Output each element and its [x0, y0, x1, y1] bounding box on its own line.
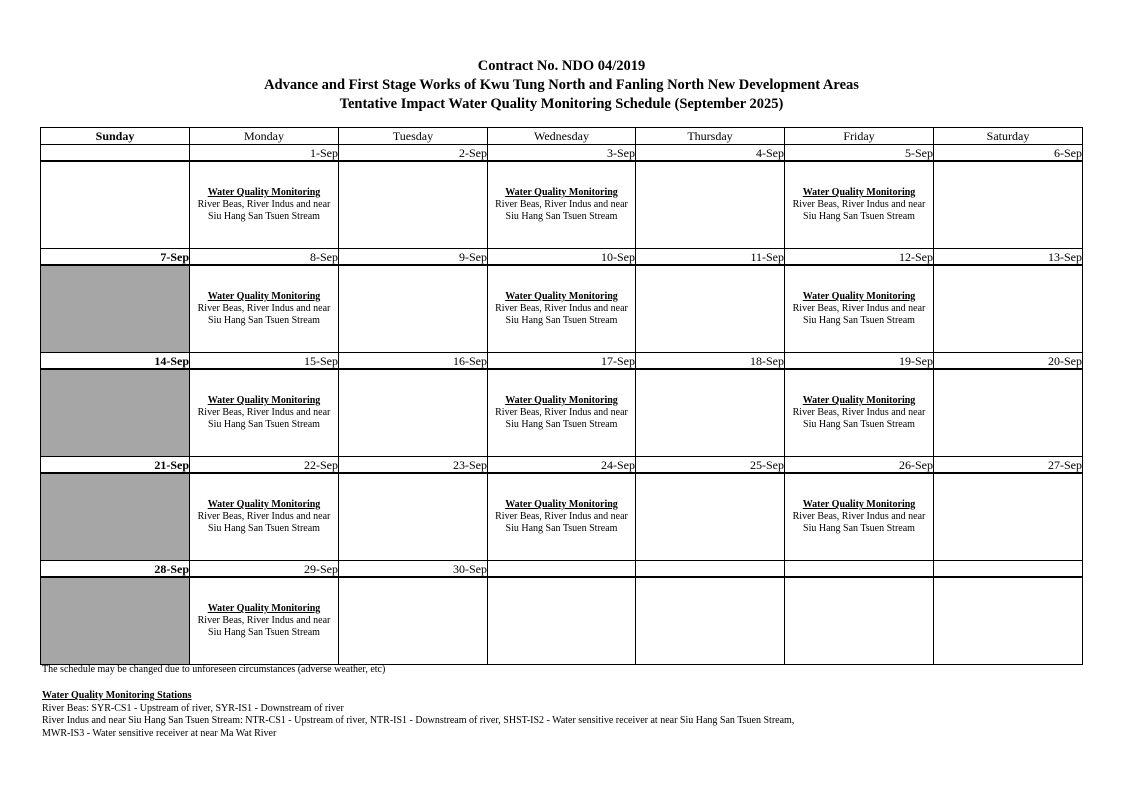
monitoring-title: Water Quality Monitoring [802, 291, 916, 302]
week-body-row [41, 161, 1083, 249]
monitoring-location: River Beas, River Indus and near [495, 199, 628, 210]
monitoring-location: Siu Hang San Tsuen Stream [208, 419, 320, 430]
day-header-friday: Friday [785, 128, 934, 145]
date-cell: 15-Sep [190, 353, 339, 370]
schedule-note: The schedule may be changed due to unforeseen circumstances (adverse weather, etc) [42, 664, 386, 675]
day-cell [41, 473, 190, 561]
day-cell [339, 577, 488, 665]
stations-line-beas: River Beas: SYR-CS1 - Upstream of river, SYR-IS1 - Downstream of river [42, 702, 344, 714]
date-cell: 19-Sep [785, 353, 934, 370]
day-header-thursday: Thursday [636, 128, 785, 145]
day-cell [190, 369, 339, 457]
date-cell: 6-Sep [934, 145, 1083, 162]
day-cell [488, 473, 636, 561]
date-cell [488, 561, 636, 578]
stations-legend [42, 690, 794, 740]
stations-line-indus: River Indus and near Siu Hang San Tsuen Stream: NTR-CS1 - Upstream of river, NTR-IS1 - Downstream of river, SHST-IS2 - Water sensitive receiver at near Siu Hang San Tsuen Stream, [42, 715, 795, 726]
day-cell [488, 369, 636, 457]
date-cell: 9-Sep [339, 249, 488, 266]
date-cell: 16-Sep [339, 353, 488, 370]
date-cell: 18-Sep [636, 353, 785, 370]
monitoring-location: Siu Hang San Tsuen Stream [505, 419, 618, 430]
day-cell [934, 161, 1083, 249]
monitoring-location: River Beas, River Indus and near [495, 407, 628, 418]
day-cell [339, 369, 488, 457]
day-cell [190, 161, 339, 249]
contract-title: Contract No. NDO 04/2019 [477, 58, 646, 74]
calendar-table [40, 127, 1083, 665]
date-cell: 8-Sep [190, 249, 339, 266]
week-date-row [41, 561, 1083, 578]
monitoring-location: River Beas, River Indus and near [792, 303, 926, 314]
day-cell [785, 473, 934, 561]
week-date-row [41, 145, 1083, 162]
stations-heading: Water Quality Monitoring Stations [42, 690, 192, 701]
date-cell: 5-Sep [785, 145, 934, 162]
monitoring-location: River Beas, River Indus and near [495, 303, 628, 314]
day-cell [41, 577, 190, 665]
day-cell [785, 265, 934, 353]
date-cell [636, 561, 785, 578]
week-body-row [41, 369, 1083, 457]
date-cell: 24-Sep [488, 457, 636, 474]
day-cell [190, 473, 339, 561]
day-cell [785, 161, 934, 249]
week-body-row [41, 473, 1083, 561]
day-cell [934, 577, 1083, 665]
day-cell [636, 161, 785, 249]
monitoring-title: Water Quality Monitoring [505, 395, 618, 406]
day-cell [339, 161, 488, 249]
date-cell: 14-Sep [41, 353, 190, 370]
monitoring-title: Water Quality Monitoring [207, 187, 321, 198]
date-cell: 10-Sep [488, 249, 636, 266]
day-header-monday: Monday [190, 128, 339, 145]
monitoring-location: Siu Hang San Tsuen Stream [505, 523, 618, 534]
date-cell: 26-Sep [785, 457, 934, 474]
monitoring-title: Water Quality Monitoring [207, 291, 321, 302]
monitoring-location: Siu Hang San Tsuen Stream [208, 523, 320, 534]
date-cell: 13-Sep [934, 249, 1083, 266]
schedule-title: Tentative Impact Water Quality Monitoring Schedule (September 2025) [339, 96, 784, 112]
day-cell [934, 473, 1083, 561]
day-cell [190, 265, 339, 353]
monitoring-location: Siu Hang San Tsuen Stream [803, 315, 915, 326]
week-date-row [41, 353, 1083, 370]
date-cell: 25-Sep [636, 457, 785, 474]
monitoring-title: Water Quality Monitoring [505, 187, 618, 198]
week-date-row [41, 249, 1083, 266]
monitoring-title: Water Quality Monitoring [207, 395, 321, 406]
project-title: Advance and First Stage Works of Kwu Tung North and Fanling North New Development Areas [264, 77, 859, 93]
day-cell [636, 265, 785, 353]
date-cell: 23-Sep [339, 457, 488, 474]
stations-line-mwr: MWR-IS3 - Water sensitive receiver at near Ma Wat River [42, 727, 277, 739]
date-cell: 27-Sep [934, 457, 1083, 474]
day-cell [934, 369, 1083, 457]
week-date-row [41, 457, 1083, 474]
week-body-row [41, 265, 1083, 353]
date-cell: 4-Sep [636, 145, 785, 162]
day-cell [636, 577, 785, 665]
monitoring-location: River Beas, River Indus and near [197, 199, 331, 210]
monitoring-title: Water Quality Monitoring [802, 499, 916, 510]
date-cell: 29-Sep [190, 561, 339, 578]
monitoring-location: River Beas, River Indus and near [792, 511, 926, 522]
monitoring-location: River Beas, River Indus and near [792, 407, 926, 418]
monitoring-location: River Beas, River Indus and near [792, 199, 926, 210]
monitoring-location: Siu Hang San Tsuen Stream [803, 419, 915, 430]
monitoring-location: Siu Hang San Tsuen Stream [505, 315, 618, 326]
date-cell: 21-Sep [41, 457, 190, 474]
day-cell [339, 473, 488, 561]
monitoring-location: River Beas, River Indus and near [197, 615, 331, 626]
monitoring-location: Siu Hang San Tsuen Stream [208, 627, 320, 638]
date-cell: 30-Sep [339, 561, 488, 578]
week-body-row [41, 577, 1083, 665]
date-cell: 11-Sep [636, 249, 785, 266]
monitoring-location: Siu Hang San Tsuen Stream [505, 211, 618, 222]
document-header [0, 57, 1123, 114]
monitoring-title: Water Quality Monitoring [802, 187, 916, 198]
date-cell [41, 145, 190, 162]
date-cell: 12-Sep [785, 249, 934, 266]
monitoring-location: River Beas, River Indus and near [197, 511, 331, 522]
day-cell [488, 265, 636, 353]
date-cell: 28-Sep [41, 561, 190, 578]
day-cell [488, 577, 636, 665]
monitoring-location: River Beas, River Indus and near [197, 303, 331, 314]
monitoring-title: Water Quality Monitoring [802, 395, 916, 406]
day-cell [636, 369, 785, 457]
date-cell [785, 561, 934, 578]
day-cell [785, 369, 934, 457]
monitoring-location: Siu Hang San Tsuen Stream [208, 315, 320, 326]
date-cell: 2-Sep [339, 145, 488, 162]
day-cell [190, 577, 339, 665]
day-header-tuesday: Tuesday [339, 128, 488, 145]
date-cell: 1-Sep [190, 145, 339, 162]
monitoring-title: Water Quality Monitoring [207, 499, 321, 510]
date-cell: 17-Sep [488, 353, 636, 370]
monitoring-location: Siu Hang San Tsuen Stream [803, 523, 915, 534]
monitoring-title: Water Quality Monitoring [207, 603, 321, 614]
day-cell [636, 473, 785, 561]
day-header-saturday: Saturday [934, 128, 1083, 145]
monitoring-title: Water Quality Monitoring [505, 499, 618, 510]
day-cell [41, 161, 190, 249]
monitoring-location: River Beas, River Indus and near [197, 407, 331, 418]
day-cell [339, 265, 488, 353]
day-cell [41, 369, 190, 457]
day-cell [785, 577, 934, 665]
day-header-sunday: Sunday [41, 128, 190, 145]
date-cell: 7-Sep [41, 249, 190, 266]
monitoring-location: Siu Hang San Tsuen Stream [208, 211, 320, 222]
monitoring-location: River Beas, River Indus and near [495, 511, 628, 522]
monitoring-location: Siu Hang San Tsuen Stream [803, 211, 915, 222]
day-cell [934, 265, 1083, 353]
date-cell: 20-Sep [934, 353, 1083, 370]
date-cell: 22-Sep [190, 457, 339, 474]
day-header-wednesday: Wednesday [488, 128, 636, 145]
monitoring-title: Water Quality Monitoring [505, 291, 618, 302]
day-cell [488, 161, 636, 249]
date-cell [934, 561, 1083, 578]
date-cell: 3-Sep [488, 145, 636, 162]
day-cell [41, 265, 190, 353]
